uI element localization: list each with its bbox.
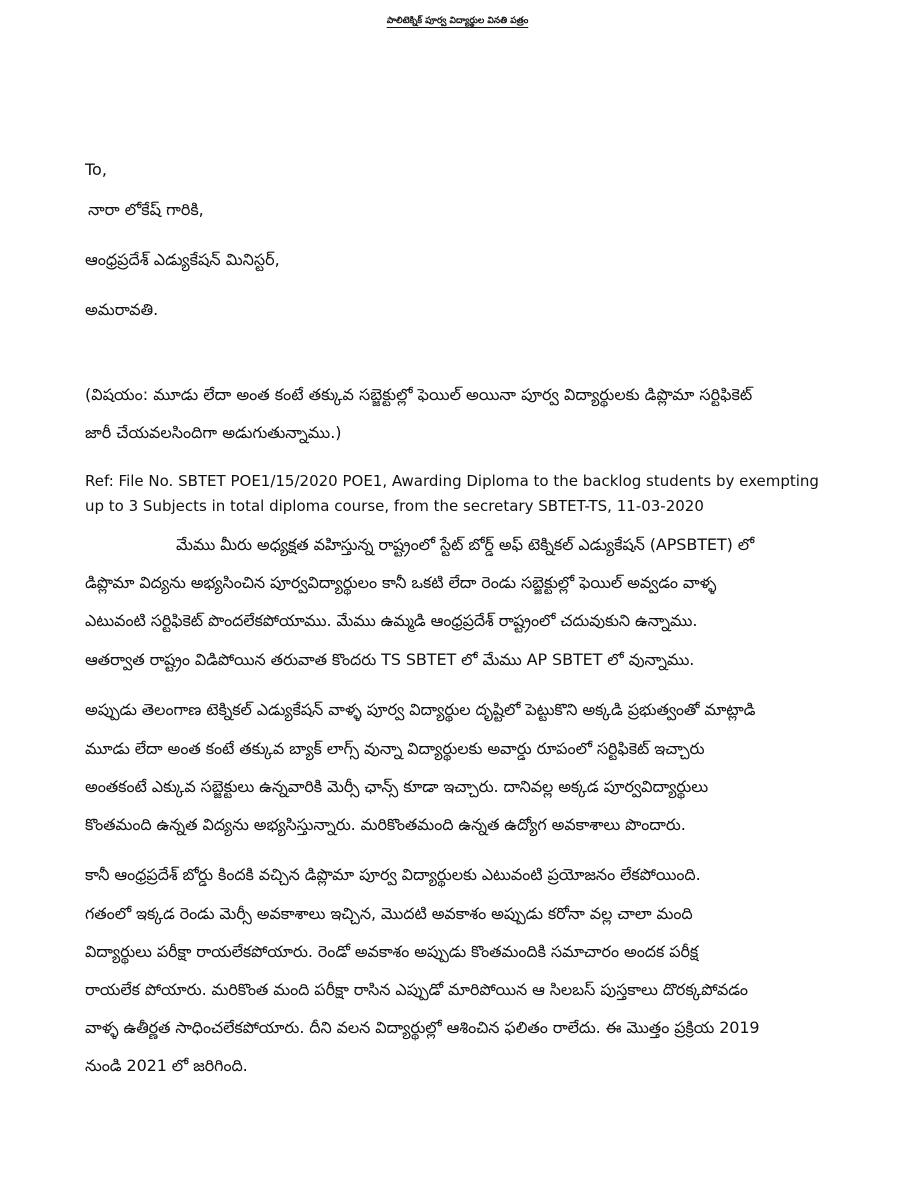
address-name: నారా లోకేష్ గారికి, [88,200,204,219]
paragraph-1-line-3: ఎటువంటి సర్టిఫికెట్ పొందలేకపోయాము. మేము ఉమ్మడి ఆంధ్రప్రదేశ్ రాష్ట్రంలో చదువుకుని ఉన్నాము. [85,611,698,630]
subject-line-2: జారీ చేయవలసిందిగా అడుగుతున్నాము.) [85,423,342,442]
ref-line-2: up to 3 Subjects in total diploma course, from the secretary SBTET-TS, 11-03-2020 [85,497,704,515]
paragraph-2-line-1: అప్పుడు తెలంగాణ టెక్నికల్ ఎడ్యుకేషన్ వాళ్ళ పూర్వ విద్యార్థుల దృష్టిలో పెట్టుకొని అక్కడి ప్రభుత్వంతో మాట్లాడి [85,700,756,719]
address-place: అమరావతి. [85,300,159,319]
paragraph-2-line-3: అంతకంటే ఎక్కువ సబ్జెక్టులు ఉన్నవారికి మెర్సీ ఛాన్స్ కూడా ఇచ్చారు. దానివల్ల అక్కడ పూర్వవిద్యార్థులు [85,777,709,796]
paragraph-3-line-1: కానీ ఆంధ్రప్రదేశ్ బోర్డు కిందకి వచ్చిన డిప్లొమా పూర్వ విద్యార్థులకు ఎటువంటి ప్రయోజనం లేకపోయింది. [85,865,701,884]
paragraph-1-line-1: మేము మీరు అధ్యక్షత వహిస్తున్న రాష్ట్రంలో స్టేట్ బోర్డ్ అఫ్ టెక్నికల్ ఎడ్యుకేషన్ (APSBTET) లో [176,535,755,554]
paragraph-1-line-2: డిప్లొమా విద్యను అభ్యసించిన పూర్వవిద్యార్థులం కానీ ఒకటి లేదా రెండు సబ్జెక్టుల్లో ఫెయిల్ అవ్వడం వాళ్ళ [85,573,717,592]
paragraph-3-line-3: విద్యార్థులు పరీక్షా రాయలేకపోయారు. రెండో అవకాశం అప్పుడు కొంతమందికి సమాచారం అందక పరీక్ష [85,942,699,961]
address-to: To, [85,160,107,179]
paragraph-2-line-4: కొంతమంది ఉన్నత విద్యను అభ్యసిస్తున్నారు. మరికొంతమంది ఉన్నత ఉద్యోగ అవకాశాలు పొందారు. [85,815,686,834]
subject-line-1: (విషయం: మూడు లేదా అంత కంటే తక్కువ సబ్జెక్టుల్లో ఫెయిల్ అయినా పూర్వ విద్యార్థులకు డిప్లొమా సర్టిఫికెట్ [85,385,753,404]
paragraph-2-line-2: మూడు లేదా అంత కంటే తక్కువ బ్యాక్ లాగ్స్ వున్నా విద్యార్థులకు అవార్డు రూపంలో సర్టిఫికెట్ ఇచ్చారు [85,739,705,758]
paragraph-1-line-4: ఆతర్వాత రాష్ట్రం విడిపోయిన తరువాత కొందరు TS SBTET లో మేము AP SBTET లో వున్నాము. [85,650,695,669]
paragraph-3-line-6: నుండి 2021 లో జరిగింది. [85,1056,248,1075]
paragraph-3-line-5: వాళ్ళ ఉతీర్ణత సాధించలేకపోయారు. దీని వలన విద్యార్థుల్లో ఆశించిన ఫలితం రాలేదు. ఈ మొత్తం ప్రక్రియ 2019 [85,1018,760,1037]
ref-line-1: Ref: File No. SBTET POE1/15/2020 POE1, Awarding Diploma to the backlog students by exempting [85,472,819,490]
paragraph-3-line-2: గతంలో ఇక్కడ రెండు మెర్సీ అవకాశాలు ఇచ్చిన, మొదటి అవకాశం అప్పుడు కరోనా వల్ల చాలా మంది [85,904,693,923]
address-designation: ఆంధ్రప్రదేశ్ ఎడ్యుకేషన్ మినిస్టర్, [85,250,280,269]
letter-title: పాలిటెక్నిక్ పూర్వ విద్యార్థుల వినతి పత్రం [386,16,529,26]
paragraph-3-line-4: రాయలేక పోయారు. మరికొంత మంది పరీక్షా రాసిన ఎప్పుడో మారిపోయిన ఆ సిలబస్ పుస్తకాలు దొరక్కపోవడం [85,980,748,999]
